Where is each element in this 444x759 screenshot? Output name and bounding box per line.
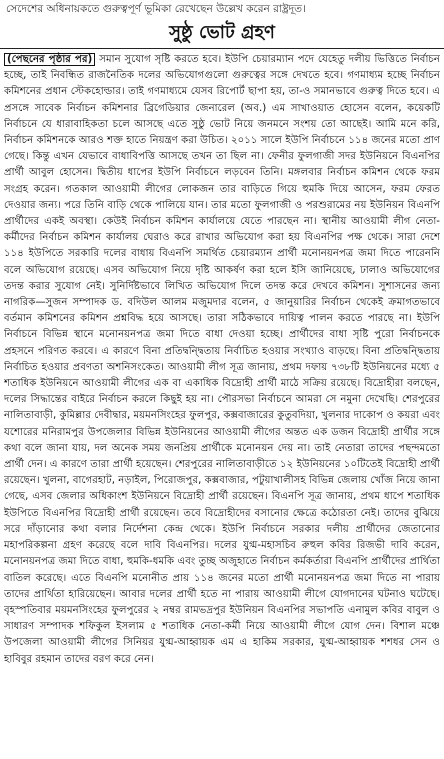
article-body — [4, 52, 440, 756]
article-headline: সুষ্ঠু ভোট গ্রহণ — [169, 22, 275, 43]
previous-article-tail: সেদেশের অধিনায়কতে গুরুত্বপূর্ণ ভূমিকা রেখেছেন উল্লেখ করেন রাষ্ট্রদূত। — [6, 3, 306, 15]
headline-divider — [0, 48, 444, 49]
article-paragraph-text: সমান সুযোগ সৃষ্টি করতে হবে। ইউপি চেয়ারম্যান পদে যেহেতু দলীয় ভিত্তিতে নির্বাচন হচ্ছে, তাই নিবন্ধিত রাজনৈতিক দলের অভিযোগগুলো গুরুত্বের সঙ্গে দেখতে হবে। গণমাধ্যম হচ্ছে নির্বাচন কমিশনের প্রধান স্টেকহোল্ডার। তাই গণমাধ্যমে যেসব রিপোর্ট ছাপা হয়, তা-ও সমানভাবে গুরুত্ব দিতে হবে। এ প্রসঙ্গে সাবেক নির্বাচন কমিশনার ব্রিগেডিয়ার জেনারেল (অব.) এম সাখাওয়াত হোসেন বলেন, কয়েকটি নির্বাচনে যে ধারাবাহিকতা চলে আসছে এতে সুষ্ঠু ভোট নিয়ে জনমনে সংশয় তো আছেই। আমি মনে করি, নির্বাচন কমিশনকে আরও শক্ত হাতে নিয়ন্ত্রণ করা উচিত। ২০১১ সালে ইউপি নির্বাচনে ১১৪ জনের মতো প্রাণ গেছে। কিন্তু এখন যেভাবে বাধাবিপত্তি আসছে তখন তা ছিল না। ফেনীর ফুলগাজী সদর ইউনিয়নে বিএনপির প্রার্থী আবুল হোসেন। দ্বিতীয় ধাপের ইউপি নির্বাচনে লড়বেন তিনি। মঙ্গলবার নির্বাচন কমিশন থেকে ফরম সংগ্রহ করেন। গতকাল আওয়ামী লীগের লোকজন তার বাড়িতে গিয়ে হুমকি দিয়ে আসেন, ফরম ফেরত দেওয়ার জন্য। পরে তিনি বাড়ি থেকে পালিয়ে যান। তার মতো ফুলগাজী ও পরশুরামের নয় ইউনিয়ন বিএনপি প্রার্থীদের একই অবস্থা। কেউই নির্বাচন কমিশন কার্যালয়ে যেতে পারছেন না। স্থানীয় আওয়ামী লীগ নেতা-কর্মীদের নির্বাচন কমিশন কার্যালয় ঘেরাও করে রাখার অভিযোগ করা হয় বিএনপির পক্ষ থেকে। সারা দেশে ১১৪ ইউপিতে সরকারি দলের বাধায় বিএনপি সমর্থিত চেয়ারম্যান প্রার্থী মনোনয়নপত্র জমা দিতে পারেননি বলে অভিযোগ রয়েছে। এসব অভিযোগ নিয়ে দৃষ্টি আকর্ষণ করা হলে ইসি জানিয়েছে, ঢালাও অভিযোগের তদন্ত করার সুযোগ নেই। সুনির্দিষ্টভাবে লিখিত অভিযোগ দিলে তদন্ত করে দেখবে কমিশন। সুশাসনের জন্য নাগরিক—সুজন সম্পাদক ড. বদিউল আলম মজুমদার বলেন, ৫ জানুয়ারির নির্বাচন থেকেই ক্রমাগতভাবে বর্তমান কমিশনের কমিশন প্রশ্নবিদ্ধ হয়ে আসছে। তারা সঠিকভাবে দায়িত্ব পালন করতে পারছে না। ইউপি নির্বাচনে বিভিন্ন স্থানে মনোনয়নপত্র জমা দিতে বাধা দেওয়া হচ্ছে। প্রার্থীদের বাধা সৃষ্টি পুরো নির্বাচনকে প্রহসনে পরিণত করবে। এ কারণে বিনা প্রতিদ্বন্দ্বিতায় নির্বাচিত হওয়ার সংখ্যাও বাড়ছে। বিনা প্রতিদ্বন্দ্বিতায় নির্বাচিত হওয়ার প্রবণতা অশনিসংকেত। আওয়ামী লীগ সূত্র জানায়, প্রথম দফায় ৭৩৮টি ইউনিয়নের মধ্যে ৫ শতাধিক ইউনিয়নে আওয়ামী লীগের এক বা একাধিক বিদ্রোহী প্রার্থী মাঠে সক্রিয় রয়েছে। বিদ্রোহীরা বলছেন, দলের সিদ্ধান্তের বাইরে নির্বাচন করলে কিছুই হয় না। পৌরসভা নির্বাচনে আমরা সে নমুনা দেখেছি। শেরপুরের নালিতাবাড়ী, কুমিল্লার দেবীদ্বার, ময়মনসিংহের ফুলপুর, কক্সবাজারের কুতুবদিয়া, খুলনার দাকোপ ও কয়রা এবং যশোরের মনিরামপুর উপজেলার বিভিন্ন ইউনিয়নের আওয়ামী লীগের অন্তত এক ডজন বিদ্রোহী প্রার্থীর সঙ্গে কথা বলে জানা যায়, দল অনেক সময় জনপ্রিয় প্রার্থীকে মনোনয়ন দেয় না। তাই নেতারা তাদের পছন্দমতো প্রার্থী দেন। এ কারণে তারা প্রার্থী হয়েছেন। শেরপুরের নালিতাবাড়ীতে ১২ ইউনিয়নের ১০টিতেই বিদ্রোহী প্রার্থী রয়েছেন। খুলনা, বাগেরহাট, নড়াইল, পিরোজপুর, কক্সবাজার, পটুয়াখালীসহ বিভিন্ন জেলায় খোঁজ নিয়ে জানা গেছে, এসব জেলার অধিকাংশ ইউনিয়নে বিদ্রোহী প্রার্থী রয়েছেন। বিএনপি সূত্র জানায়, প্রথম ধাপে শতাধিক ইউপিতে বিএনপির বিদ্রোহী প্রার্থী রয়েছেন। তবে বিদ্রোহীদের বসানোর ক্ষেত্রে কঠোরতা নেই। তাদের বুঝিয়ে সরে দাঁড়ানোর কথা বলার নির্দেশনা কেন্দ্র থেকে। ইউপি নির্বাচনে সরকার দলীয় প্রার্থীদের জেতানোর মহাপরিকল্পনা গ্রহণ করেছে বলে দাবি বিএনপির। দলের যুগ্ম-মহাসচিব রুহুল কবির রিজভী দাবি করেন, মনোনয়নপত্র জমা দিতে বাধা, হুমকি-ধমকি এবং তুচ্ছ অজুহাতে নির্বাচন কর্মকর্তারা বিএনপি প্রার্থীদের প্রার্থিতা বাতিল করেছে। এতে বিএনপি মনোনীত প্রায় ১১৪ জনের মতো প্রার্থী মনোনয়নপত্র জমা দিতে না পারায় তাদের প্রার্থিতা হারিয়েছেন। আবার দলের প্রার্থী হতে না পারায় আওয়ামী লীগে যোগদানের ঘটনাও ঘটেছে। বৃহস্পতিবার ময়মনসিংহের ফুলপুরের ২ নম্বর রামভদ্রপুর ইউনিয়ন বিএনপির সভাপতি এনামুল কবির বাবুল ও সাধারণ সম্পাদক শফিকুল ইসলাম ৫ শতাধিক নেতা-কর্মী নিয়ে আওয়ামী লীগে যোগ দেন। বিশাল মঞ্চে উপজেলা আওয়ামী লীগের সিনিয়র যুগ্ম-আহ্বায়ক এম এ হাকিম সরকার, যুগ্ম-আহ্বায়ক শশধর সেন ও হাবিবুর রহমান তাদের বরণ করে নেন। — [4, 54, 440, 665]
article-paragraph — [4, 52, 440, 668]
continued-from-tag: (পেছনের পৃষ্ঠার পর) — [4, 53, 95, 66]
